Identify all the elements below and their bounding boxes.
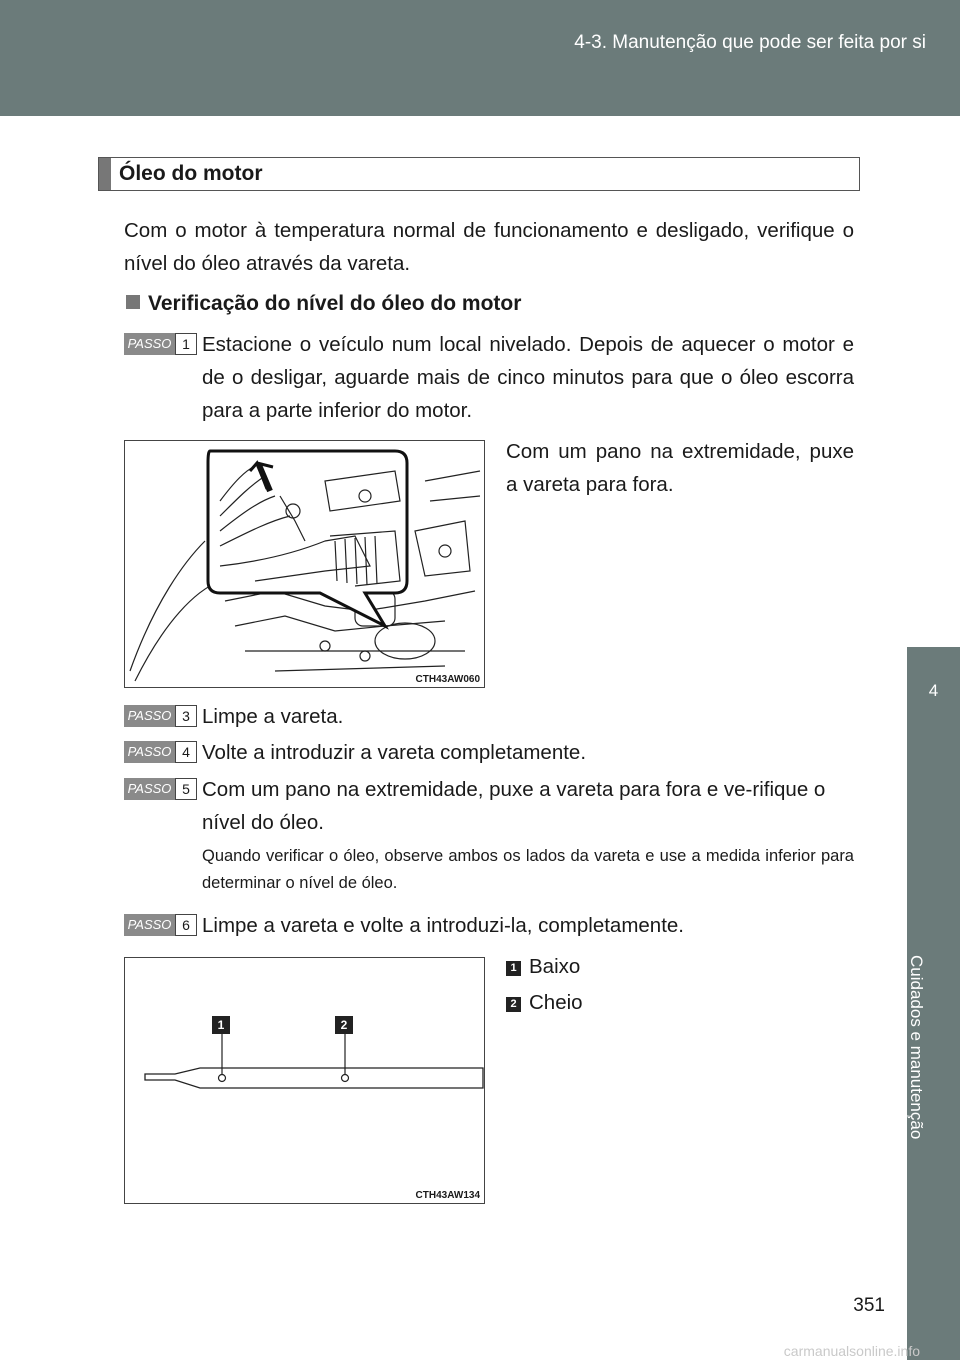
step-6-badge <box>124 914 196 936</box>
page-header <box>0 0 960 116</box>
step-number: 5 <box>175 778 197 800</box>
dipstick-illustration <box>125 958 484 1203</box>
step-label: PASSO <box>124 741 175 763</box>
step-number: 6 <box>175 914 197 936</box>
legend-item-full <box>506 991 583 1015</box>
step-number: 4 <box>175 741 197 763</box>
section-title-box <box>98 157 860 191</box>
step-6-text: Limpe a vareta e volte a introduzi-la, completamente. <box>202 914 685 937</box>
dipstick-figure-code: CTH43AW134 <box>415 1190 480 1201</box>
step-3-badge <box>124 705 196 727</box>
step-2-text: Com um pano na extremidade, puxe a vareta para fora. <box>506 440 854 496</box>
legend-text-low: Baixo <box>529 955 581 978</box>
step-3-text: Limpe a vareta. <box>202 705 344 728</box>
page-number: 351 <box>853 1295 885 1316</box>
subheading-text: Verificação do nível do óleo do motor <box>148 292 522 315</box>
marker-1-label: 1 <box>217 1018 225 1032</box>
engine-figure-code: CTH43AW060 <box>415 674 480 685</box>
step-1-badge <box>124 333 196 355</box>
chapter-number: 4 <box>928 681 939 700</box>
chapter-tab <box>907 647 960 743</box>
dipstick-figure <box>124 957 485 1204</box>
step-label: PASSO <box>124 914 175 936</box>
step-5-badge <box>124 778 196 800</box>
section-title: Óleo do motor <box>119 162 263 185</box>
step-number: 1 <box>175 333 197 355</box>
section-title-bar <box>99 158 111 190</box>
engine-figure <box>124 440 485 688</box>
intro-text: Com o motor à temperatura normal de funcionamento e desligado, verifique o nível do óleo através da vareta. <box>124 219 854 275</box>
step-1-text: Estacione o veículo num local nivelado. Depois de aquecer o motor e de o desligar, aguarde mais de cinco minutos para que o óleo escorra para a parte inferior do motor. <box>202 333 854 422</box>
step-5-text: Com um pano na extremidade, puxe a vareta para fora e ve-rifique o nível do óleo. <box>202 778 826 834</box>
engine-illustration <box>125 441 484 687</box>
legend-marker-2: 2 <box>506 997 521 1012</box>
step-4-text: Volte a introduzir a vareta completamente. <box>202 741 587 764</box>
step-number: 3 <box>175 705 197 727</box>
marker-2-label: 2 <box>340 1018 348 1032</box>
legend-marker-1: 1 <box>506 961 521 976</box>
legend-text-full: Cheio <box>529 991 583 1014</box>
note-text: Quando verificar o óleo, observe ambos os lados da vareta e use a medida inferior para determinar o nível de óleo. <box>202 847 854 892</box>
step-label: PASSO <box>124 333 175 355</box>
step-4-badge <box>124 741 196 763</box>
subheading <box>126 292 521 316</box>
legend-item-low <box>506 955 580 979</box>
watermark: carmanualsonline.info <box>783 1343 920 1359</box>
step-label: PASSO <box>124 705 175 727</box>
header-section-title: 4-3. Manutenção que pode ser feita por si <box>574 32 926 53</box>
chapter-label: Cuidados e manutenção <box>907 955 926 1140</box>
square-bullet-icon <box>126 295 140 309</box>
step-label: PASSO <box>124 778 175 800</box>
